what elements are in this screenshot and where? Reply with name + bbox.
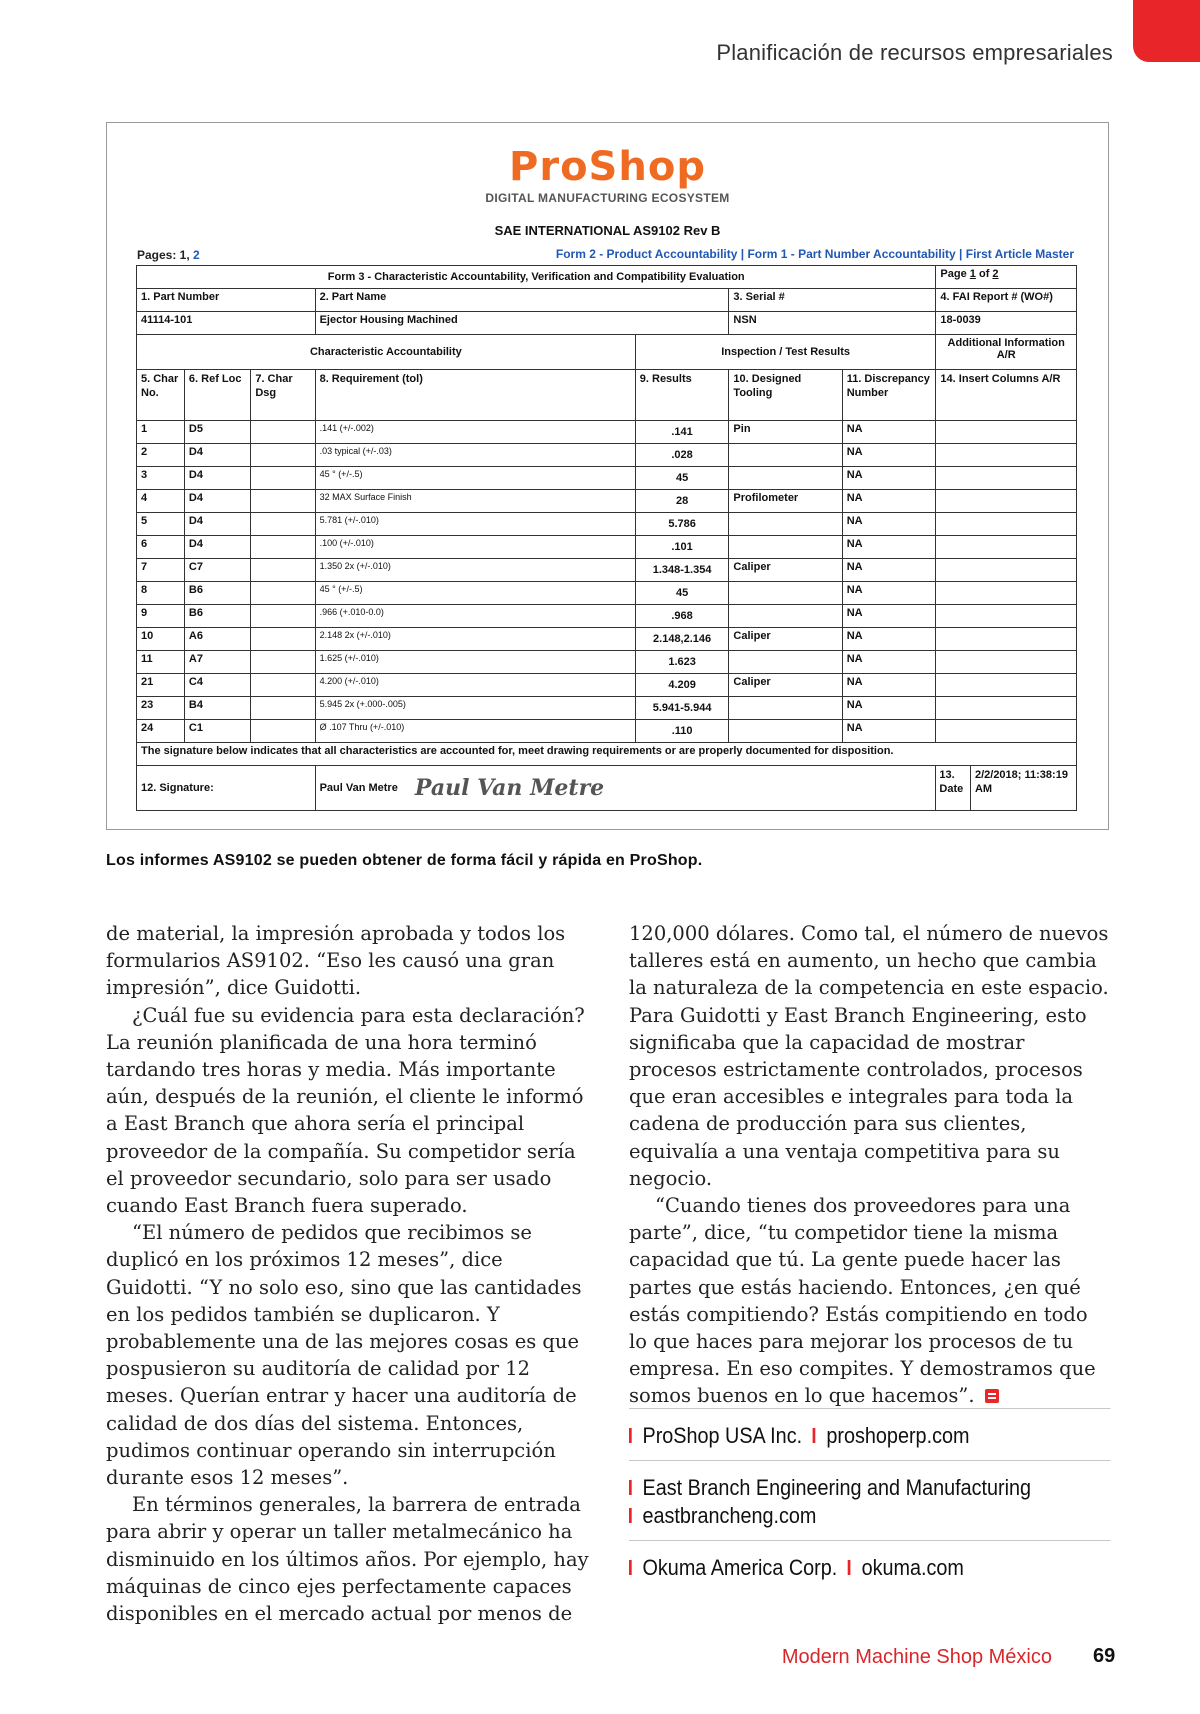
ref-loc-cell: B6 [184, 582, 250, 605]
requirement-cell: Ø .107 Thru (+/-.010) [315, 720, 635, 743]
result-cell: 4.209 [635, 674, 729, 697]
bullet-bar-icon [629, 1508, 632, 1523]
requirement-cell: .03 typical (+/-.03) [315, 444, 635, 467]
page-of-indicator: Page 1 of 2 [936, 266, 1077, 289]
char-dsg-cell [251, 720, 315, 743]
paragraph: 120,000 dólares. Como tal, el número de nuevos talleres está en aumento, un hecho que cambia la naturaleza de la competencia en este espacio. Para Guidotti y East Branch Engineering, esto significaba que la capacidad de mostrar procesos estrictamente controlados, procesos que eran accesibles e integrales para toda la cadena de producción para sus clientes, equivalía a una ventaja competitiva para su negocio. [629, 922, 1109, 1190]
table-row [137, 444, 1077, 467]
end-of-article-icon [985, 1389, 999, 1403]
requirement-cell: 1.625 (+/-.010) [315, 651, 635, 674]
result-cell: .101 [635, 536, 729, 559]
header-results: 9. Results [635, 370, 729, 421]
contact-okuma [629, 1540, 1111, 1592]
requirement-cell: 1.350 2x (+/-.010) [315, 559, 635, 582]
table-row [137, 651, 1077, 674]
header-char-dsg: 7. Char Dsg [251, 370, 315, 421]
insert-column-cell [936, 697, 1077, 720]
article-column-right [629, 920, 1111, 1410]
discrepancy-cell: NA [842, 720, 936, 743]
discrepancy-cell: NA [842, 651, 936, 674]
ref-loc-cell: D4 [184, 513, 250, 536]
table-row [137, 628, 1077, 651]
table-row [137, 674, 1077, 697]
discrepancy-cell: NA [842, 582, 936, 605]
tooling-cell: Profilometer [729, 490, 842, 513]
signature-label: 12. Signature: [137, 766, 316, 811]
insert-column-cell [936, 720, 1077, 743]
char-dsg-cell [251, 559, 315, 582]
char-no-cell: 11 [137, 651, 185, 674]
ref-loc-cell: B6 [184, 605, 250, 628]
requirement-cell: .100 (+/-.010) [315, 536, 635, 559]
char-no-cell: 21 [137, 674, 185, 697]
result-cell: 45 [635, 582, 729, 605]
tooling-cell [729, 651, 842, 674]
fai-report-label: 4. FAI Report # (WO#) [936, 289, 1077, 312]
requirement-cell: 5.781 (+/-.010) [315, 513, 635, 536]
result-cell: 45 [635, 467, 729, 490]
insert-column-cell [936, 513, 1077, 536]
bullet-bar-icon [629, 1560, 632, 1575]
tooling-cell [729, 536, 842, 559]
result-cell: 2.148,2.146 [635, 628, 729, 651]
table-row [137, 720, 1077, 743]
discrepancy-cell: NA [842, 605, 936, 628]
char-dsg-cell [251, 444, 315, 467]
char-dsg-cell [251, 697, 315, 720]
bullet-bar-icon [848, 1560, 851, 1575]
part-number-label: 1. Part Number [137, 289, 316, 312]
signer-name: Paul Van Metre [319, 781, 398, 794]
corner-tab [1133, 0, 1200, 62]
insert-column-cell [936, 605, 1077, 628]
result-cell: 5.941-5.944 [635, 697, 729, 720]
result-cell: 28 [635, 490, 729, 513]
tooling-cell: Pin [729, 421, 842, 444]
date-cell [936, 766, 1077, 811]
insert-column-cell [936, 490, 1077, 513]
section-title: Planificación de recursos empresariales [716, 40, 1113, 65]
ref-loc-cell: B4 [184, 697, 250, 720]
requirement-cell: 45 ° (+/-.5) [315, 582, 635, 605]
discrepancy-cell: NA [842, 536, 936, 559]
paragraph: de material, la impresión aprobada y todos los formularios AS9102. “Eso les causó una gran impresión”, dice Guidotti. [106, 922, 566, 1000]
result-cell: .968 [635, 605, 729, 628]
discrepancy-cell: NA [842, 697, 936, 720]
result-cell: .110 [635, 720, 729, 743]
requirement-cell: 4.200 (+/-.010) [315, 674, 635, 697]
fai-rows [137, 421, 1077, 743]
header-ref-loc: 6. Ref Loc [184, 370, 250, 421]
section-inspection: Inspection / Test Results [635, 335, 936, 370]
insert-column-cell [936, 536, 1077, 559]
char-no-cell: 6 [137, 536, 185, 559]
as9102-report-figure [106, 122, 1109, 830]
table-row [137, 582, 1077, 605]
fai-table [136, 265, 1077, 811]
ref-loc-cell: D5 [184, 421, 250, 444]
tooling-cell [729, 582, 842, 605]
pages-label: Pages: 1, [137, 248, 190, 262]
proshop-logo [107, 145, 1108, 205]
fai-report-value: 18-0039 [936, 312, 1077, 335]
ref-loc-cell: D4 [184, 444, 250, 467]
table-row [137, 513, 1077, 536]
pages-indicator [137, 248, 200, 262]
contact-east-branch [629, 1460, 1111, 1540]
contact-url[interactable]: proshoperp.com [826, 1423, 970, 1448]
forms-navigation[interactable]: Form 2 - Product Accountability | Form 1 - Part Number Accountability | First Article Master [555, 247, 1074, 261]
char-no-cell: 8 [137, 582, 185, 605]
char-dsg-cell [251, 513, 315, 536]
contact-company: Okuma America Corp. [642, 1555, 838, 1580]
tooling-cell [729, 513, 842, 536]
report-title: SAE INTERNATIONAL AS9102 Rev B [494, 223, 721, 238]
tooling-cell: Caliper [729, 628, 842, 651]
char-no-cell: 10 [137, 628, 185, 651]
signature-note: The signature below indicates that all characteristics are accounted for, meet drawing requirements or are properly documented for disposition. [137, 743, 1077, 766]
ref-loc-cell: C4 [184, 674, 250, 697]
serial-value: NSN [729, 312, 936, 335]
page-number: 69 [1093, 1645, 1116, 1667]
result-cell: .141 [635, 421, 729, 444]
date-value: 2/2/2018; 11:38:19 AM [974, 769, 1068, 795]
discrepancy-cell: NA [842, 467, 936, 490]
bullet-bar-icon [813, 1428, 816, 1443]
ref-loc-cell: D4 [184, 536, 250, 559]
insert-column-cell [936, 674, 1077, 697]
section-additional: Additional Information A/R [936, 335, 1077, 370]
contact-url[interactable]: okuma.com [861, 1555, 964, 1580]
part-name-value: Ejector Housing Machined [315, 312, 729, 335]
table-row [137, 536, 1077, 559]
requirement-cell: .141 (+/-.002) [315, 421, 635, 444]
article-column-left [106, 920, 591, 1627]
footer-publication: Modern Machine Shop México [781, 1646, 1052, 1668]
header-requirement: 8. Requirement (tol) [315, 370, 635, 421]
logo-tagline: DIGITAL MANUFACTURING ECOSYSTEM [485, 191, 730, 205]
tooling-cell [729, 720, 842, 743]
result-cell: .028 [635, 444, 729, 467]
requirement-cell: 32 MAX Surface Finish [315, 490, 635, 513]
insert-column-cell [936, 559, 1077, 582]
serial-label: 3. Serial # [729, 289, 936, 312]
ref-loc-cell: D4 [184, 467, 250, 490]
insert-column-cell [936, 421, 1077, 444]
requirement-cell: 5.945 2x (+.000-.005) [315, 697, 635, 720]
char-dsg-cell [251, 490, 315, 513]
table-row [137, 697, 1077, 720]
table-row [137, 467, 1077, 490]
contact-proshop [629, 1408, 1111, 1460]
ref-loc-cell: C7 [184, 559, 250, 582]
table-row [137, 421, 1077, 444]
requirement-cell: 45 ° (+/-.5) [315, 467, 635, 490]
company-contacts [629, 1408, 1111, 1592]
ref-loc-cell: A7 [184, 651, 250, 674]
header-insert-columns: 14. Insert Columns A/R [936, 370, 1077, 421]
paragraph: “El número de pedidos que recibimos se duplicó en los próximos 12 meses”, dice Guidotti. “Y no solo eso, sino que las cantidades en los pedidos también se duplicaron. Y probablemente una de las mejores cosas es que pospusieron su auditoría de calidad por 12 meses. Querían entrar y hacer una auditoría de calidad de dos días del sistema. Entonces, pudimos continuar operando sin interrupción durante esos 12 meses”. [106, 1221, 582, 1490]
char-no-cell: 9 [137, 605, 185, 628]
paragraph: ¿Cuál fue su evidencia para esta declaración? La reunión planificada de una hora terminó tardando tres horas y media. Más importante aún, después de la reunión, el cliente le informó a East Branch que ahora sería el principal proveedor de la compañía. Su competidor sería el proveedor secundario, solo para ser usado cuando East Branch fuera superado. [106, 1003, 585, 1218]
result-cell: 5.786 [635, 513, 729, 536]
section-characteristic: Characteristic Accountability [137, 335, 636, 370]
requirement-cell: 2.148 2x (+/-.010) [315, 628, 635, 651]
form-title: Form 3 - Characteristic Accountability, Verification and Compatibility Evaluation [137, 266, 936, 289]
char-no-cell: 4 [137, 490, 185, 513]
discrepancy-cell: NA [842, 421, 936, 444]
insert-column-cell [936, 582, 1077, 605]
char-no-cell: 1 [137, 421, 185, 444]
char-dsg-cell [251, 536, 315, 559]
discrepancy-cell: NA [842, 628, 936, 651]
result-cell: 1.623 [635, 651, 729, 674]
header-char-no: 5. Char No. [137, 370, 185, 421]
discrepancy-cell: NA [842, 674, 936, 697]
signature-field [315, 766, 936, 811]
char-no-cell: 2 [137, 444, 185, 467]
char-no-cell: 3 [137, 467, 185, 490]
char-dsg-cell [251, 674, 315, 697]
header-discrepancy: 11. Discrepancy Number [842, 370, 936, 421]
ref-loc-cell: D4 [184, 490, 250, 513]
tooling-cell [729, 605, 842, 628]
paragraph: En términos generales, la barrera de entrada para abrir y operar un taller metalmecánico ha disminuido en los últimos años. Por ejemplo, hay máquinas de cinco ejes perfectamente capaces disponibles en el mercado actual por menos de [106, 1493, 589, 1626]
contact-url[interactable]: eastbrancheng.com [642, 1503, 817, 1528]
bullet-bar-icon [629, 1428, 632, 1443]
char-dsg-cell [251, 605, 315, 628]
ref-loc-cell: C1 [184, 720, 250, 743]
handwritten-signature: Paul Van Metre [414, 775, 605, 801]
char-dsg-cell [251, 651, 315, 674]
insert-column-cell [936, 467, 1077, 490]
date-label: 13. Date [936, 766, 971, 810]
header-tooling: 10. Designed Tooling [729, 370, 842, 421]
char-no-cell: 5 [137, 513, 185, 536]
insert-column-cell [936, 628, 1077, 651]
tooling-cell: Caliper [729, 674, 842, 697]
tooling-cell: Caliper [729, 559, 842, 582]
char-dsg-cell [251, 421, 315, 444]
discrepancy-cell: NA [842, 444, 936, 467]
part-number-value: 41114-101 [137, 312, 316, 335]
discrepancy-cell: NA [842, 490, 936, 513]
logo-wordmark: ProShop [509, 144, 706, 190]
tooling-cell [729, 444, 842, 467]
char-no-cell: 23 [137, 697, 185, 720]
contact-company: ProShop USA Inc. [642, 1423, 803, 1448]
insert-column-cell [936, 444, 1077, 467]
char-dsg-cell [251, 582, 315, 605]
figure-caption: Los informes AS9102 se pueden obtener de forma fácil y rápida en ProShop. [106, 852, 703, 869]
char-no-cell: 24 [137, 720, 185, 743]
ref-loc-cell: A6 [184, 628, 250, 651]
requirement-cell: .966 (+.010-0.0) [315, 605, 635, 628]
table-row [137, 490, 1077, 513]
char-dsg-cell [251, 467, 315, 490]
discrepancy-cell: NA [842, 559, 936, 582]
insert-column-cell [936, 651, 1077, 674]
result-cell: 1.348-1.354 [635, 559, 729, 582]
paragraph: “Cuando tienes dos proveedores para una parte”, dice, “tu competidor tiene la misma capacidad que tú. La gente puede hacer las partes que estás haciendo. Entonces, ¿en qué estás compitiendo? Estás compitiendo en todo lo que haces para mejorar los procesos de tu empresa. En eso compites. Y demostramos que somos buenos en lo que hacemos”. [629, 1194, 1096, 1408]
char-dsg-cell [251, 628, 315, 651]
bullet-bar-icon [629, 1480, 632, 1495]
char-no-cell: 7 [137, 559, 185, 582]
table-row [137, 605, 1077, 628]
table-row [137, 559, 1077, 582]
page-2-link[interactable]: 2 [193, 248, 200, 262]
contact-company: East Branch Engineering and Manufacturing [642, 1475, 1032, 1500]
tooling-cell [729, 467, 842, 490]
discrepancy-cell: NA [842, 513, 936, 536]
tooling-cell [729, 697, 842, 720]
part-name-label: 2. Part Name [315, 289, 729, 312]
